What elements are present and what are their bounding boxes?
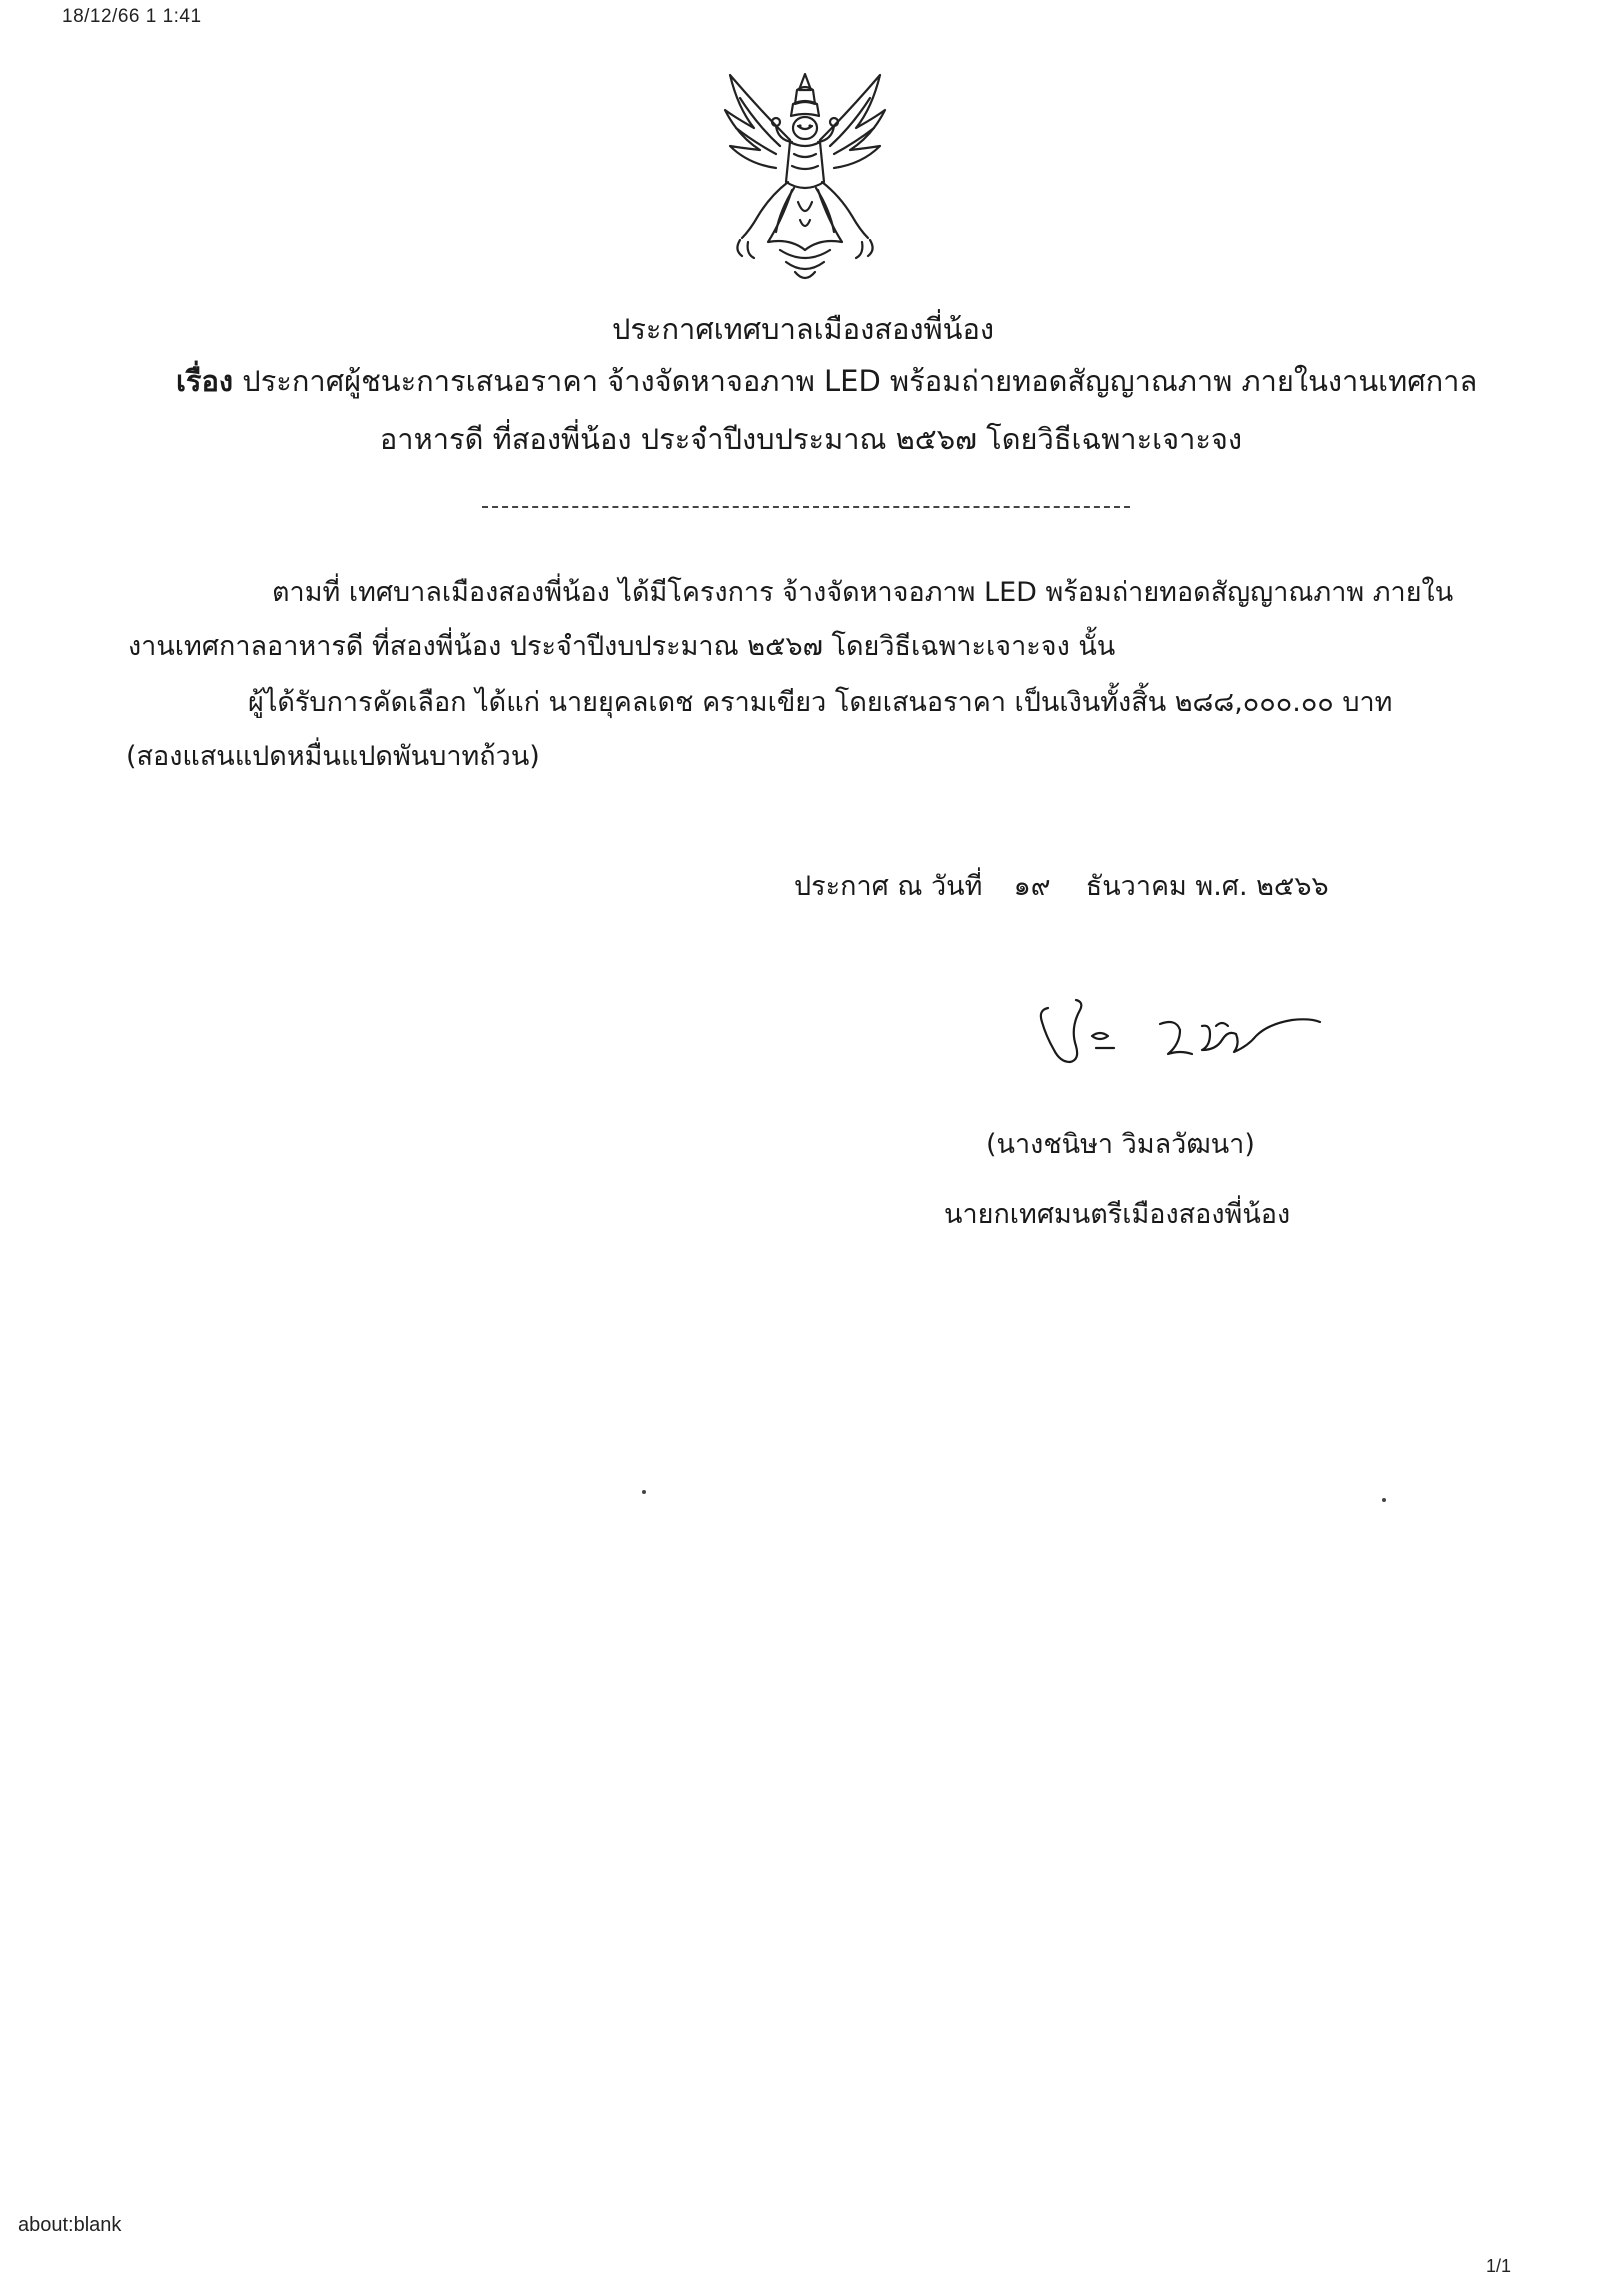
para1-line1: ตามที่ เทศบาลเมืองสองพี่น้อง ได้มีโครงการ จ้างจัดหาจอภาพ LED พร้อมถ่ายทอดสัญญาณภาพ ภายใน bbox=[272, 577, 1454, 608]
signatory-position: นายกเทศมนตรีเมืองสองพี่น้อง bbox=[944, 1199, 1291, 1230]
subject-label: เรื่อง bbox=[176, 364, 234, 398]
para1-line2: งานเทศกาลอาหารดี ที่สองพี่น้อง ประจำปีงบประมาณ ๒๕๖๗ โดยวิธีเฉพาะเจาะจง นั้น bbox=[128, 631, 1116, 662]
divider-dashes bbox=[482, 506, 1130, 508]
scan-speck bbox=[1382, 1498, 1386, 1502]
para2-line1: ผู้ได้รับการคัดเลือก ได้แก่ นายยุคลเดช ครามเขียว โดยเสนอราคา เป็นเงินทั้งสิ้น ๒๘๘,๐๐๐.๐๐ บาท bbox=[248, 687, 1393, 718]
announce-date bbox=[794, 864, 1329, 907]
para2-line2: (สองแสนแปดหมื่นแปดพันบาทถ้วน) bbox=[126, 741, 540, 772]
date-day: ๑๙ bbox=[1013, 871, 1051, 902]
print-timestamp: 18/12/66 1 1:41 bbox=[62, 6, 202, 27]
issuer-heading: ประกาศเทศบาลเมืองสองพี่น้อง bbox=[611, 312, 995, 346]
garuda-emblem-icon bbox=[720, 70, 890, 290]
subject-line-2: อาหารดี ที่สองพี่น้อง ประจำปีงบประมาณ ๒๕๖๗ โดยวิธีเฉพาะเจาะจง bbox=[379, 422, 1243, 456]
print-footer-page: 1/1 bbox=[1486, 2256, 1512, 2276]
date-prefix: ประกาศ ณ วันที่ bbox=[794, 871, 983, 902]
date-month-year: ธันวาคม พ.ศ. ๒๕๖๖ bbox=[1085, 871, 1329, 902]
subject-text-1: ประกาศผู้ชนะการเสนอราคา จ้างจัดหาจอภาพ LED พร้อมถ่ายทอดสัญญาณภาพ ภายในงานเทศกาล bbox=[242, 364, 1478, 398]
subject-line-1 bbox=[176, 352, 1478, 410]
print-footer-url: about:blank bbox=[18, 2214, 122, 2236]
signature-image bbox=[1030, 990, 1330, 1080]
subject-block bbox=[176, 352, 1478, 468]
scan-speck bbox=[642, 1490, 646, 1494]
signatory-name: (นางชนิษา วิมลวัฒนา) bbox=[986, 1129, 1255, 1160]
